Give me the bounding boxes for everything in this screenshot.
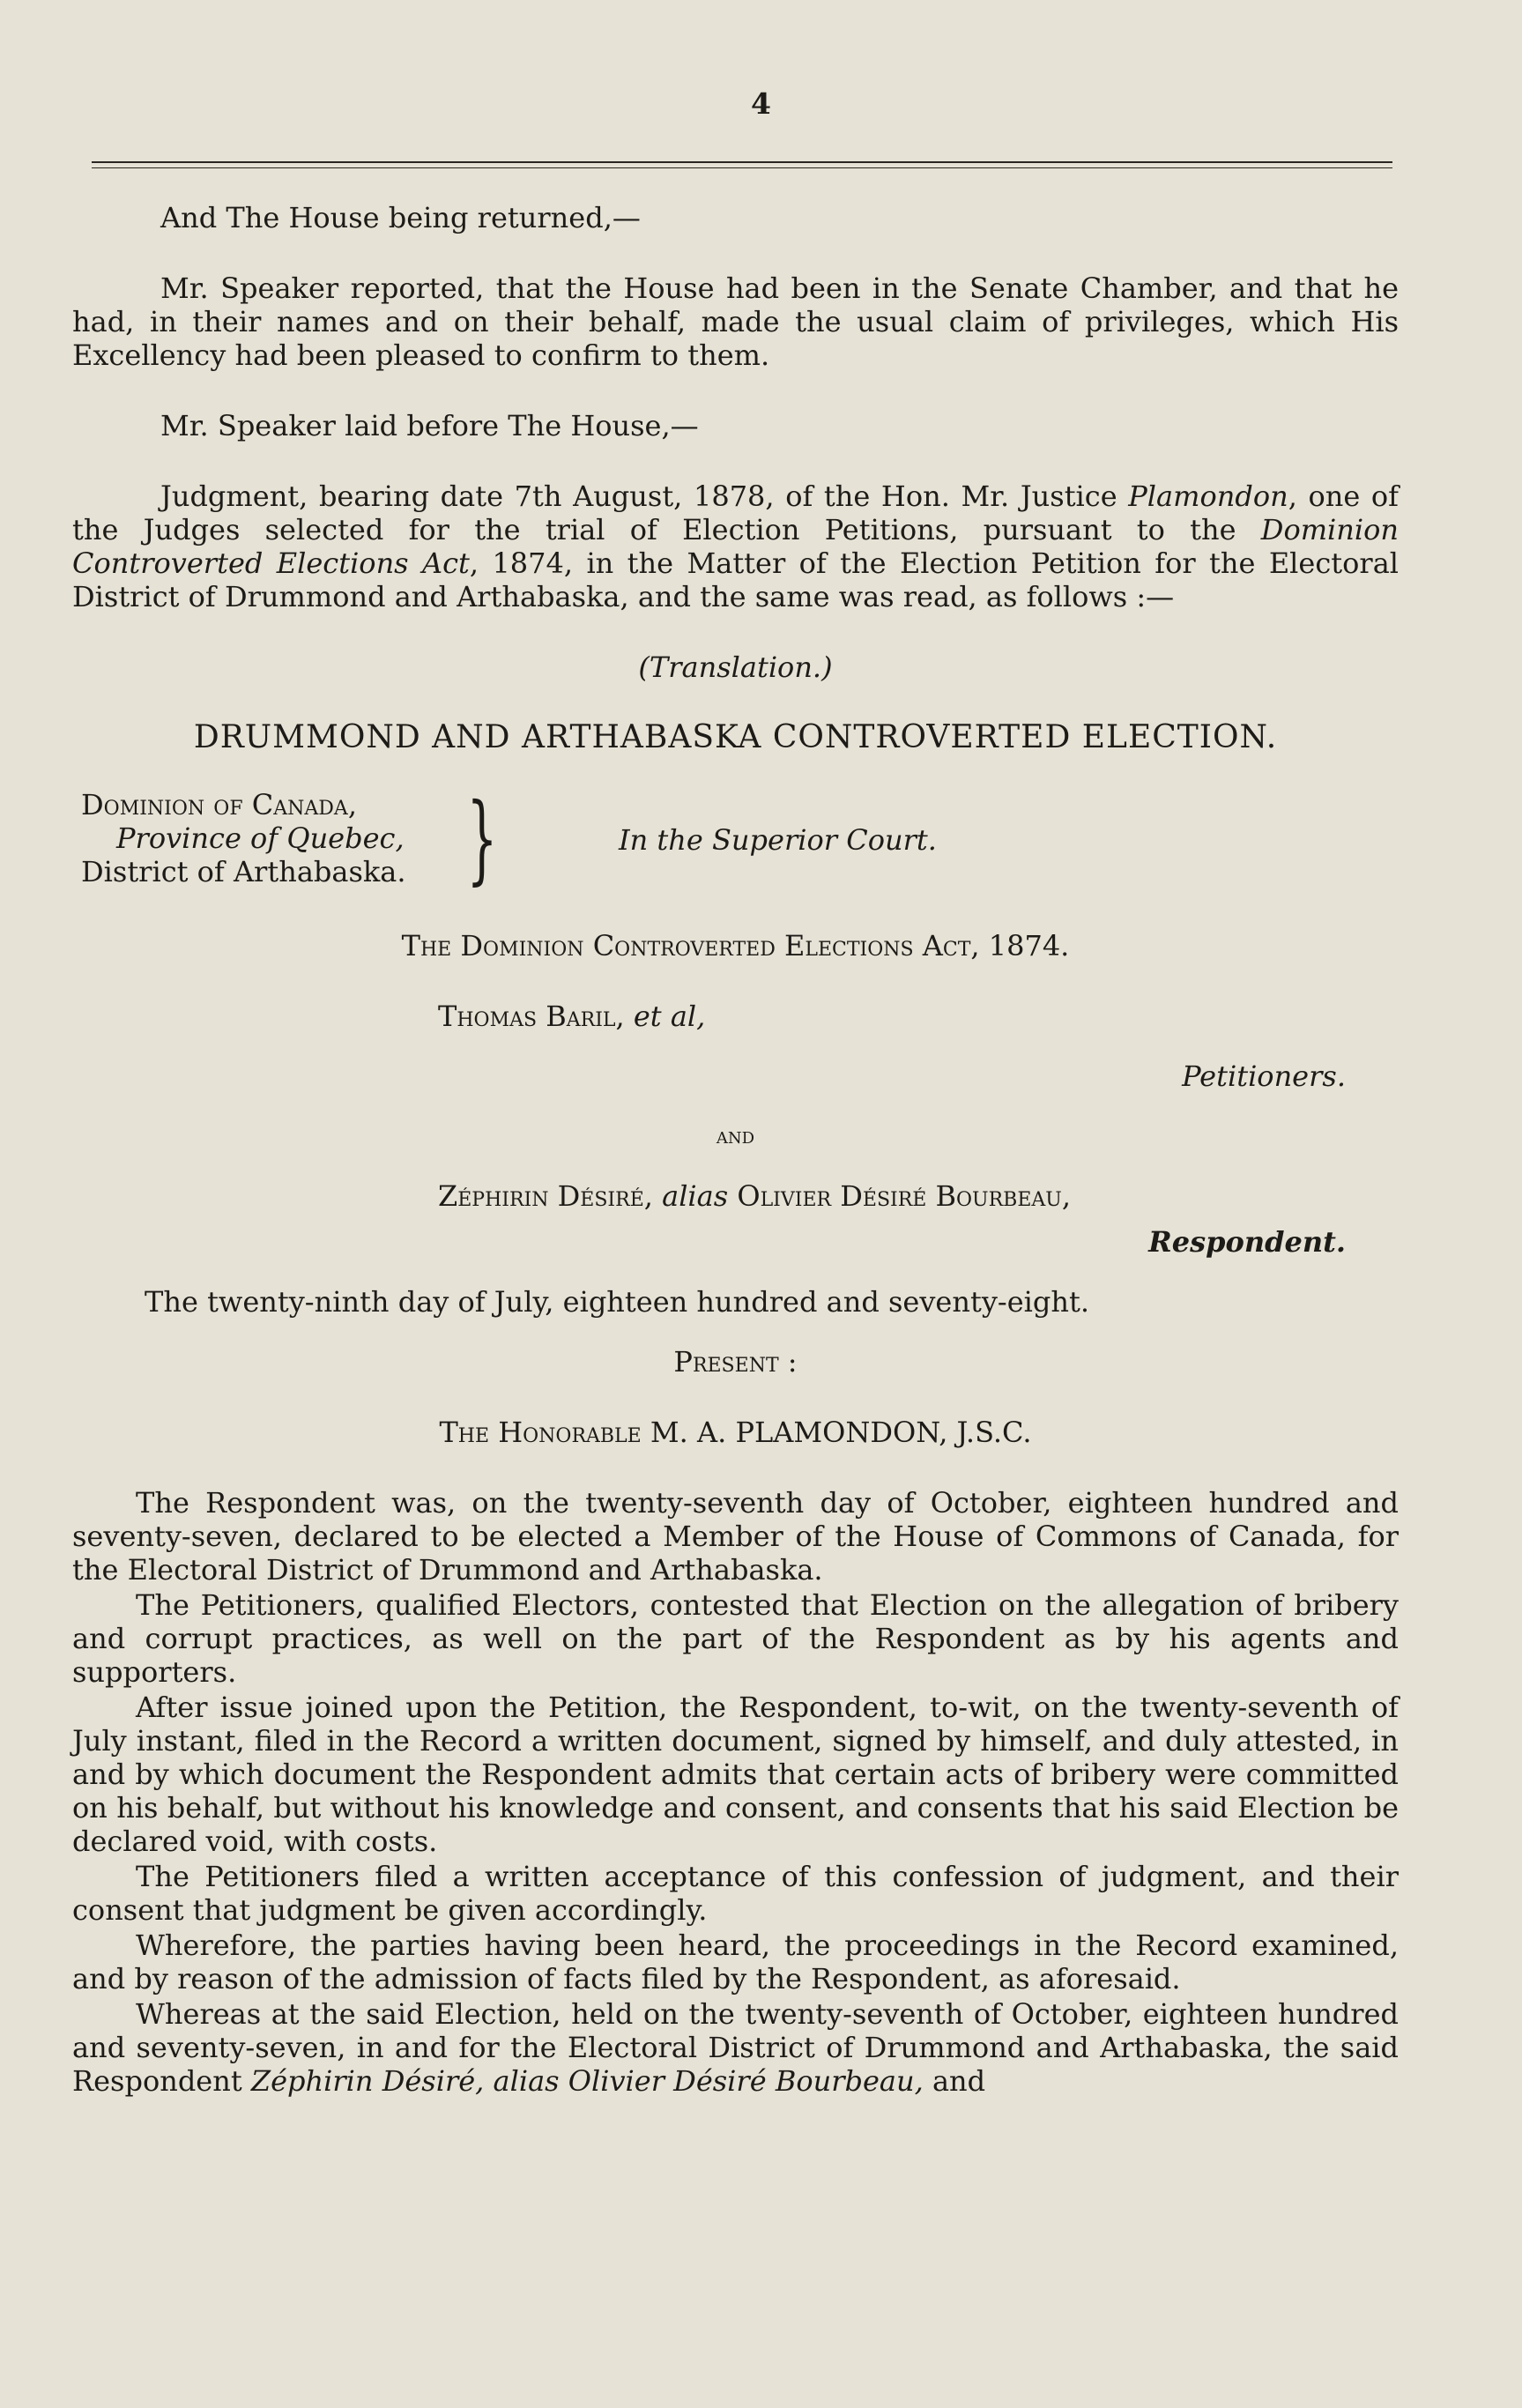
body-paragraph-5: Wherefore, the parties having been heard, the proceedings in the Record examined, and by reason of the admission of facts filed by the Respondent, as aforesaid. [72,1929,1399,1996]
jurisdiction-province: Province of Quebec, [116,821,405,855]
body-6-respondent-italic: Zéphirin Désiré, alias Olivier Désiré Bourbeau, [250,2064,924,2098]
court-name: In the Superior Court. [619,823,937,857]
page-content [72,201,1399,2098]
respondent-alias: alias [662,1179,729,1213]
jurisdiction-lines [81,788,469,888]
judge-prefix: The Honorable [439,1416,642,1449]
body-paragraph-3: After issue joined upon the Petition, the Respondent, to-wit, on the twenty-seventh of July instant, filed in the Record a written document, signed by himself, and duly attested, in and by which document the Respondent admits that certain acts of bribery were committed on his behalf, but without his knowledge and consent, and consents that his said Election be declared void, with costs. [72,1691,1399,1858]
header-rule-thick [92,161,1392,163]
judge-name: M. A. PLAMONDON, J.S.C. [650,1416,1032,1449]
act-title: The Dominion Controverted Elections Act, 1874. [401,929,1070,962]
translation-note: (Translation.) [638,650,833,684]
paragraph-speaker-laid: Mr. Speaker laid before The House,— [160,409,699,442]
petitioner-line [72,1000,1399,1033]
respondent-line [72,1179,1399,1213]
respondent-label: Respondent. [1148,1225,1346,1259]
present-label: Present : [673,1345,798,1379]
petitioner-etal: et al, [633,1000,706,1033]
respondent-name-b: Olivier Désiré Bourbeau, [737,1179,1071,1213]
paragraph-judgment [72,479,1399,613]
body-paragraph-1: The Respondent was, on the twenty-seventh day of October, eighteen hundred and seventy-seven, declared to be elected a Member of the House of Commons of Canada, for the Electoral District of Drummond and Arthabaska. [72,1486,1399,1587]
page-number: 4 [751,86,771,121]
body-paragraph-2: The Petitioners, qualified Electors, contested that Election on the allegation of bribery and corrupt practices, as well on the part of the Respondent as by his agents and supporters. [72,1588,1399,1689]
body-paragraph-6 [72,1997,1399,2098]
judgment-text-e: , 1874, in the Matter of the Election Petition for the Electoral District of Drummond and Arthabaska, and the same was read, as follows :— [72,546,1399,613]
body-paragraph-4: The Petitioners filed a written acceptance of this confession of judgment, and their consent that judgment be given accordingly. [72,1860,1399,1927]
and-word: and [716,1123,755,1149]
election-heading: DRUMMOND AND ARTHABASKA CONTROVERTED ELECTION. [193,719,1278,755]
judge-line [72,1416,1399,1449]
paragraph-house-returned: And The House being returned,— [160,201,641,234]
body-6-text-a: Whereas at the said Election, held on the twenty-seventh of October, eighteen hundred and seventy-seven, in and for the Electoral District of Drummond and Arthabaska, the said Respondent [72,1997,1399,2098]
judge-name-italic: Plamondon [1128,479,1288,513]
judgment-text-a: Judgment, bearing date 7th August, 1878, of the Hon. Mr. Justice [160,479,1129,513]
jurisdiction-district: District of Arthabaska. [81,855,406,888]
date-line: The twenty-ninth day of July, eighteen hundred and seventy-eight. [145,1285,1089,1319]
jurisdiction-block [72,782,1399,895]
judgment-text-c: , one of the Judges selected for the trial of Election Petitions, pursuant to the [72,479,1399,546]
petitioner-name: Thomas Baril, [438,1000,625,1033]
jurisdiction-dominion: Dominion of Canada, [81,788,357,821]
act-name-italic: Dominion Controverted Elections Act [72,513,1399,580]
paragraph-speaker-reported: Mr. Speaker reported, that the House had been in the Senate Chamber, and that he had, in their names and on their behalf, made the usual claim of privileges, which His Excellency had been pleased to confirm to them. [72,271,1399,372]
header-rule [92,161,1392,174]
respondent-name-a: Zéphirin Désiré, [438,1179,653,1213]
brace-symbol: } [466,782,498,895]
petitioners-label: Petitioners. [1182,1059,1346,1093]
body-6-text-c: and [923,2064,986,2098]
header-rule-thin [92,167,1392,168]
